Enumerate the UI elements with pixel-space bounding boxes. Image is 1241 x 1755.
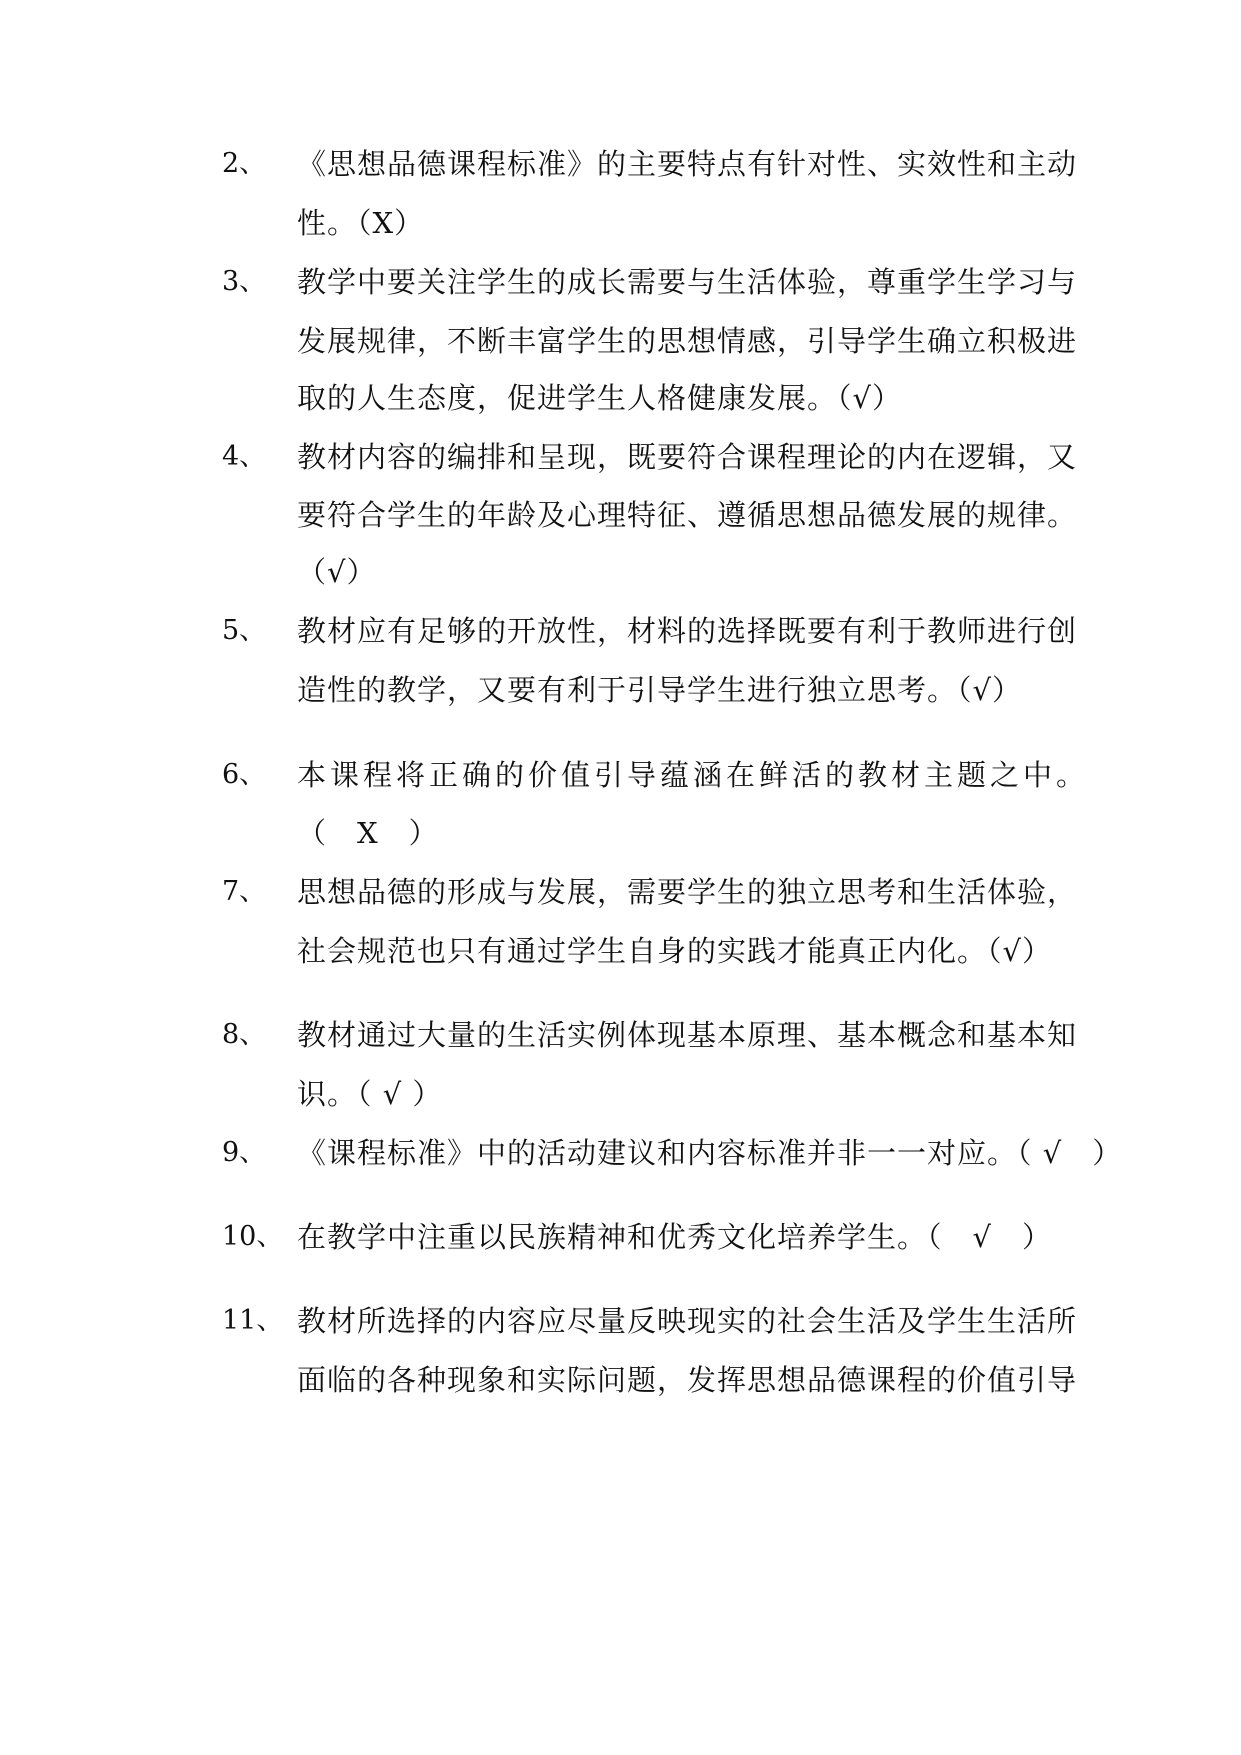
item-number: 7、 [222,876,267,907]
item-text-line: 造性的教学，又要有利于引导学生进行独立思考。（√） [297,673,1022,707]
item-text-line: 《思想品德课程标准》的主要特点有针对性、实效性和主动 [297,147,1078,181]
item-text-line: 识。（ √ ） [297,1077,443,1111]
item-text-line: 教材通过大量的生活实例体现基本原理、基本概念和基本知 [297,1018,1078,1052]
item-number: 5、 [222,615,267,646]
item-text-line: 取的人生态度，促进学生人格健康发展。（√） [297,381,902,415]
item-text-line: 教学中要关注学生的成长需要与生活体验，尊重学生学习与 [297,265,1078,299]
item-text-line: 要符合学生的年龄及心理特征、遵循思想品德发展的规律。 [297,498,1078,532]
item-text-line: 本课程将正确的价值引导蕴涵在鲜活的教材主题之中。 [297,758,1090,792]
item-number: 2、 [222,148,267,179]
item-text-line: 思想品德的形成与发展，需要学生的独立思考和生活体验， [297,875,1078,909]
item-text-line: （ X ） [297,816,439,850]
item-number: 6、 [222,759,267,790]
item-text-line: 性。（X） [297,206,425,240]
item-text-line: 在教学中注重以民族精神和优秀文化培养学生。（ √ ） [297,1220,1052,1254]
item-text-line: 发展规律，不断丰富学生的思想情感，引导学生确立积极进 [297,324,1078,358]
item-number: 3、 [222,266,267,297]
item-text-line: 教材应有足够的开放性，材料的选择既要有利于教师进行创 [297,614,1078,648]
item-number: 11、 [222,1305,284,1336]
item-number: 4、 [222,441,267,472]
item-text-line: 《课程标准》中的活动建议和内容标准并非一一对应。（ √ ） [297,1136,1123,1170]
item-text-line: 社会规范也只有通过学生自身的实践才能真正内化。（√） [297,934,1052,968]
item-number: 9、 [222,1137,267,1168]
item-number: 8、 [222,1019,267,1050]
item-text-line: 面临的各种现象和实际问题，发挥思想品德课程的价值引导 [297,1363,1078,1397]
item-text-line: 教材所选择的内容应尽量反映现实的社会生活及学生生活所 [297,1304,1078,1338]
item-text-line: 教材内容的编排和呈现，既要符合课程理论的内在逻辑，又 [297,440,1078,474]
item-text-line: （√） [297,555,377,589]
item-number: 10、 [222,1221,284,1252]
